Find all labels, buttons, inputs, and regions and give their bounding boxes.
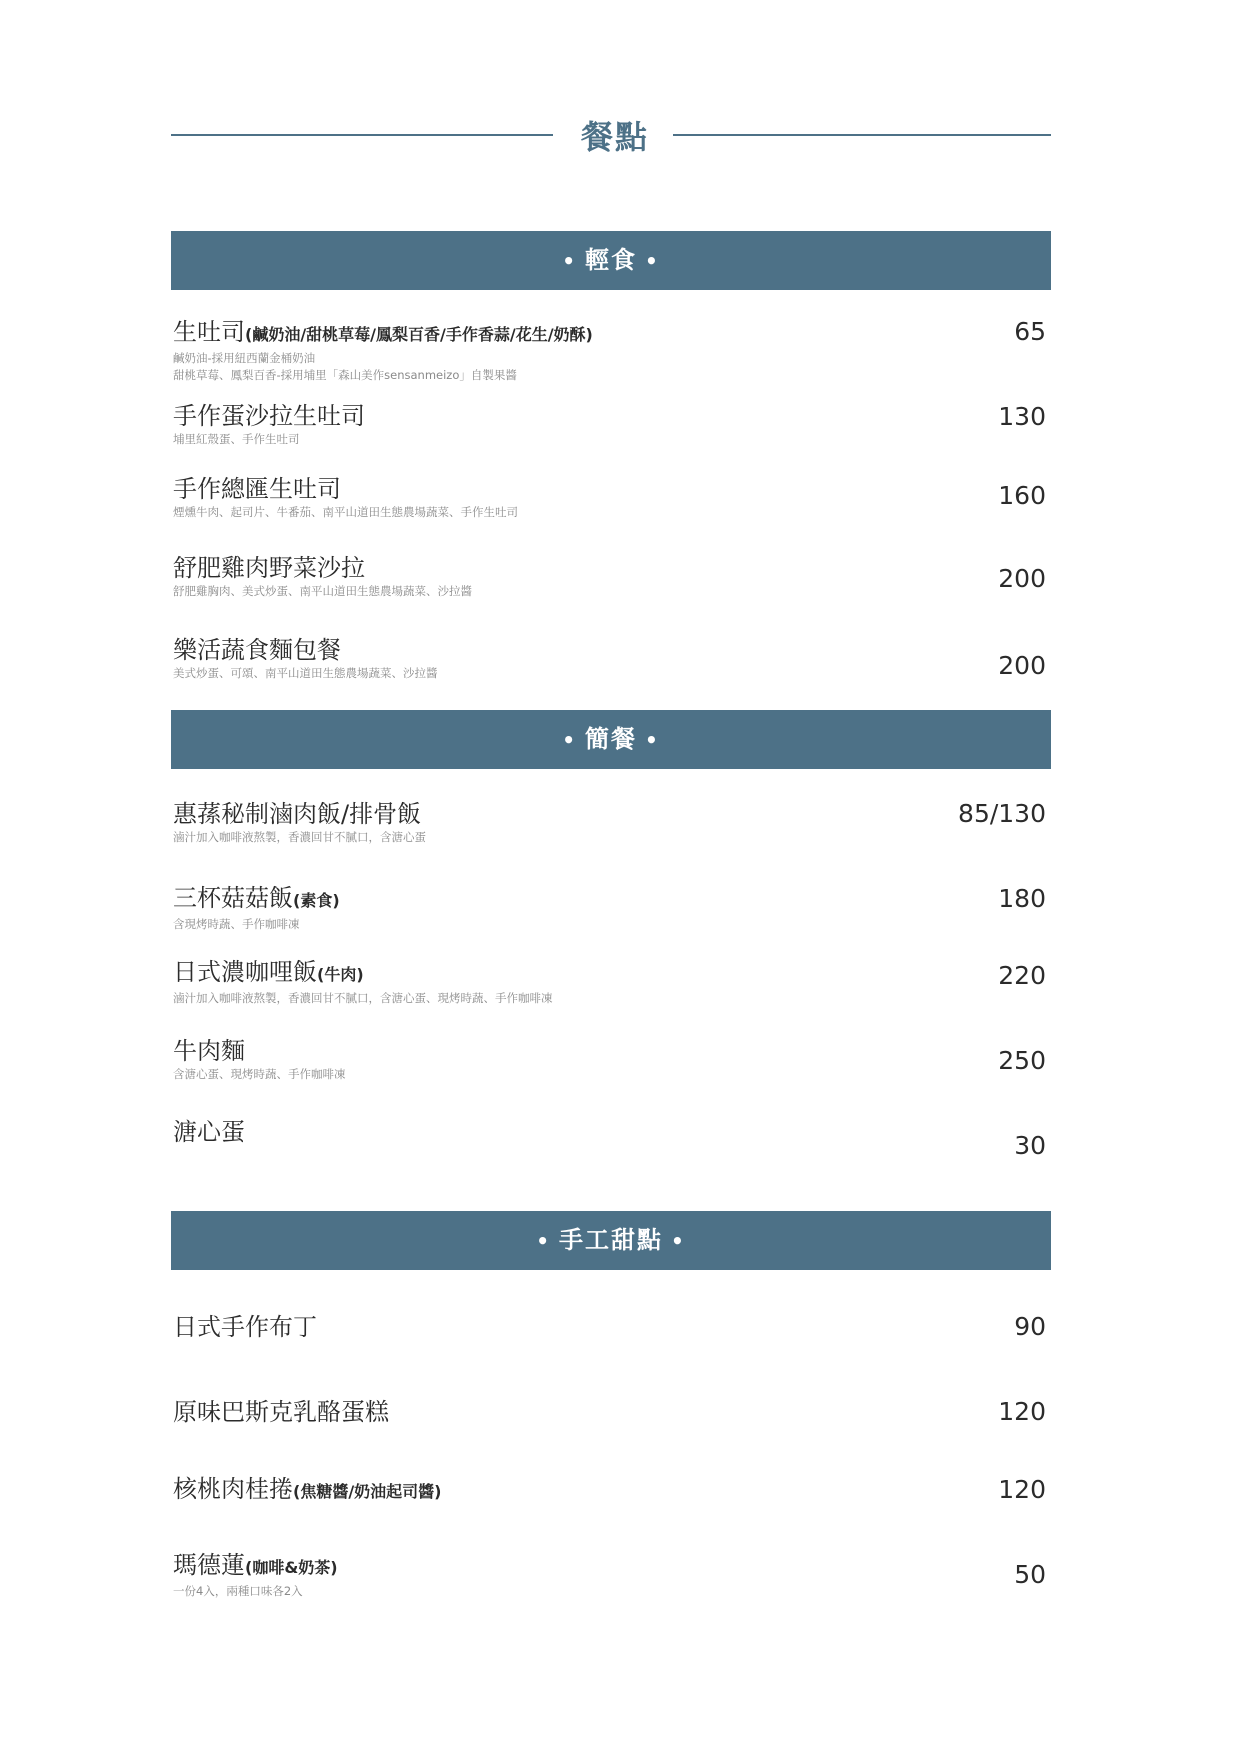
item-name: 溏心蛋 bbox=[173, 1118, 245, 1146]
menu-item bbox=[173, 474, 1049, 521]
item-price: 220 bbox=[998, 961, 1046, 990]
item-description: 滷汁加入咖啡液熬製，香濃回甘不膩口，含溏心蛋、現烤時蔬、手作咖啡凍 bbox=[173, 991, 553, 1005]
item-name: 樂活蔬食麵包餐 bbox=[173, 636, 341, 664]
item-name: 牛肉麵 bbox=[173, 1037, 245, 1065]
section-header-light-meals: • 輕食 • bbox=[171, 231, 1051, 290]
item-options: (焦糖醬/奶油起司醬) bbox=[293, 1482, 442, 1501]
menu-item bbox=[173, 957, 1049, 1007]
item-price: 250 bbox=[998, 1046, 1046, 1075]
menu-item bbox=[173, 883, 1049, 933]
menu-item bbox=[173, 1397, 1049, 1427]
item-name: 瑪德蓮 bbox=[173, 1551, 245, 1579]
item-name: 原味巴斯克乳酪蛋糕 bbox=[173, 1398, 389, 1426]
item-name: 手作蛋沙拉生吐司 bbox=[173, 402, 365, 430]
item-price: 85/130 bbox=[958, 799, 1046, 828]
section-header-desserts: • 手工甜點 • bbox=[171, 1211, 1051, 1270]
item-price: 50 bbox=[1014, 1560, 1046, 1589]
item-description: 埔里紅殼蛋、手作生吐司 bbox=[173, 432, 300, 446]
item-description: 鹹奶油-採用紐西蘭金桶奶油 bbox=[173, 351, 316, 365]
page-title: 餐點 bbox=[580, 118, 649, 156]
menu-item bbox=[173, 553, 1049, 600]
section-title: 手工甜點 bbox=[559, 1226, 663, 1254]
item-price: 90 bbox=[1014, 1312, 1046, 1341]
item-price: 180 bbox=[998, 884, 1046, 913]
item-description: 美式炒蛋、可頌、南平山道田生態農場蔬菜、沙拉醬 bbox=[173, 666, 438, 680]
item-price: 130 bbox=[998, 402, 1046, 431]
item-name: 生吐司 bbox=[173, 318, 245, 346]
item-description: 一份4入，兩種口味各2入 bbox=[173, 1584, 303, 1598]
menu-item bbox=[173, 635, 1049, 682]
item-price: 200 bbox=[998, 651, 1046, 680]
item-price: 200 bbox=[998, 564, 1046, 593]
menu-item bbox=[173, 1117, 1049, 1160]
item-description: 舒肥雞胸肉、美式炒蛋、南平山道田生態農場蔬菜、沙拉醬 bbox=[173, 584, 472, 598]
section-title: 簡餐 bbox=[585, 725, 637, 753]
menu-item bbox=[173, 1474, 1049, 1507]
item-name: 手作總匯生吐司 bbox=[173, 475, 341, 503]
item-name: 日式手作布丁 bbox=[173, 1313, 317, 1341]
title-rule-left bbox=[171, 134, 553, 136]
item-options: (鹹奶油/甜桃草莓/鳳梨百香/手作香蒜/花生/奶酥) bbox=[245, 325, 593, 344]
item-price: 160 bbox=[998, 481, 1046, 510]
item-name: 核桃肉桂捲 bbox=[173, 1475, 293, 1503]
item-description: 滷汁加入咖啡液熬製，香濃回甘不膩口，含溏心蛋 bbox=[173, 830, 426, 844]
menu-item bbox=[173, 1036, 1049, 1083]
item-price: 120 bbox=[998, 1475, 1046, 1504]
section-header-set-meals: • 簡餐 • bbox=[171, 710, 1051, 769]
item-price: 65 bbox=[1014, 317, 1046, 346]
menu-item bbox=[173, 317, 1049, 384]
item-description: 含溏心蛋、現烤時蔬、手作咖啡凍 bbox=[173, 1067, 346, 1081]
item-name: 日式濃咖哩飯 bbox=[173, 958, 317, 986]
item-name: 舒肥雞肉野菜沙拉 bbox=[173, 554, 365, 582]
item-options: (咖啡&奶茶) bbox=[245, 1558, 338, 1577]
item-options: (牛肉) bbox=[317, 965, 364, 984]
menu-item bbox=[173, 401, 1049, 448]
item-description: 煙燻牛肉、起司片、牛番茄、南平山道田生態農場蔬菜、手作生吐司 bbox=[173, 505, 518, 519]
item-price: 30 bbox=[1014, 1131, 1046, 1160]
menu-item bbox=[173, 1550, 1049, 1600]
title-rule-right bbox=[673, 134, 1051, 136]
menu-item bbox=[173, 799, 1049, 846]
item-name: 惠蓀秘制滷肉飯/排骨飯 bbox=[173, 800, 422, 828]
item-options: (素食) bbox=[293, 891, 340, 910]
section-title: 輕食 bbox=[585, 246, 637, 274]
item-description: 含現烤時蔬、手作咖啡凍 bbox=[173, 917, 300, 931]
item-price: 120 bbox=[998, 1397, 1046, 1426]
menu-item bbox=[173, 1312, 1049, 1342]
item-description: 甜桃草莓、鳳梨百香-採用埔里「森山美作sensanmeizo」自製果醬 bbox=[173, 368, 517, 382]
item-name: 三杯菇菇飯 bbox=[173, 884, 293, 912]
